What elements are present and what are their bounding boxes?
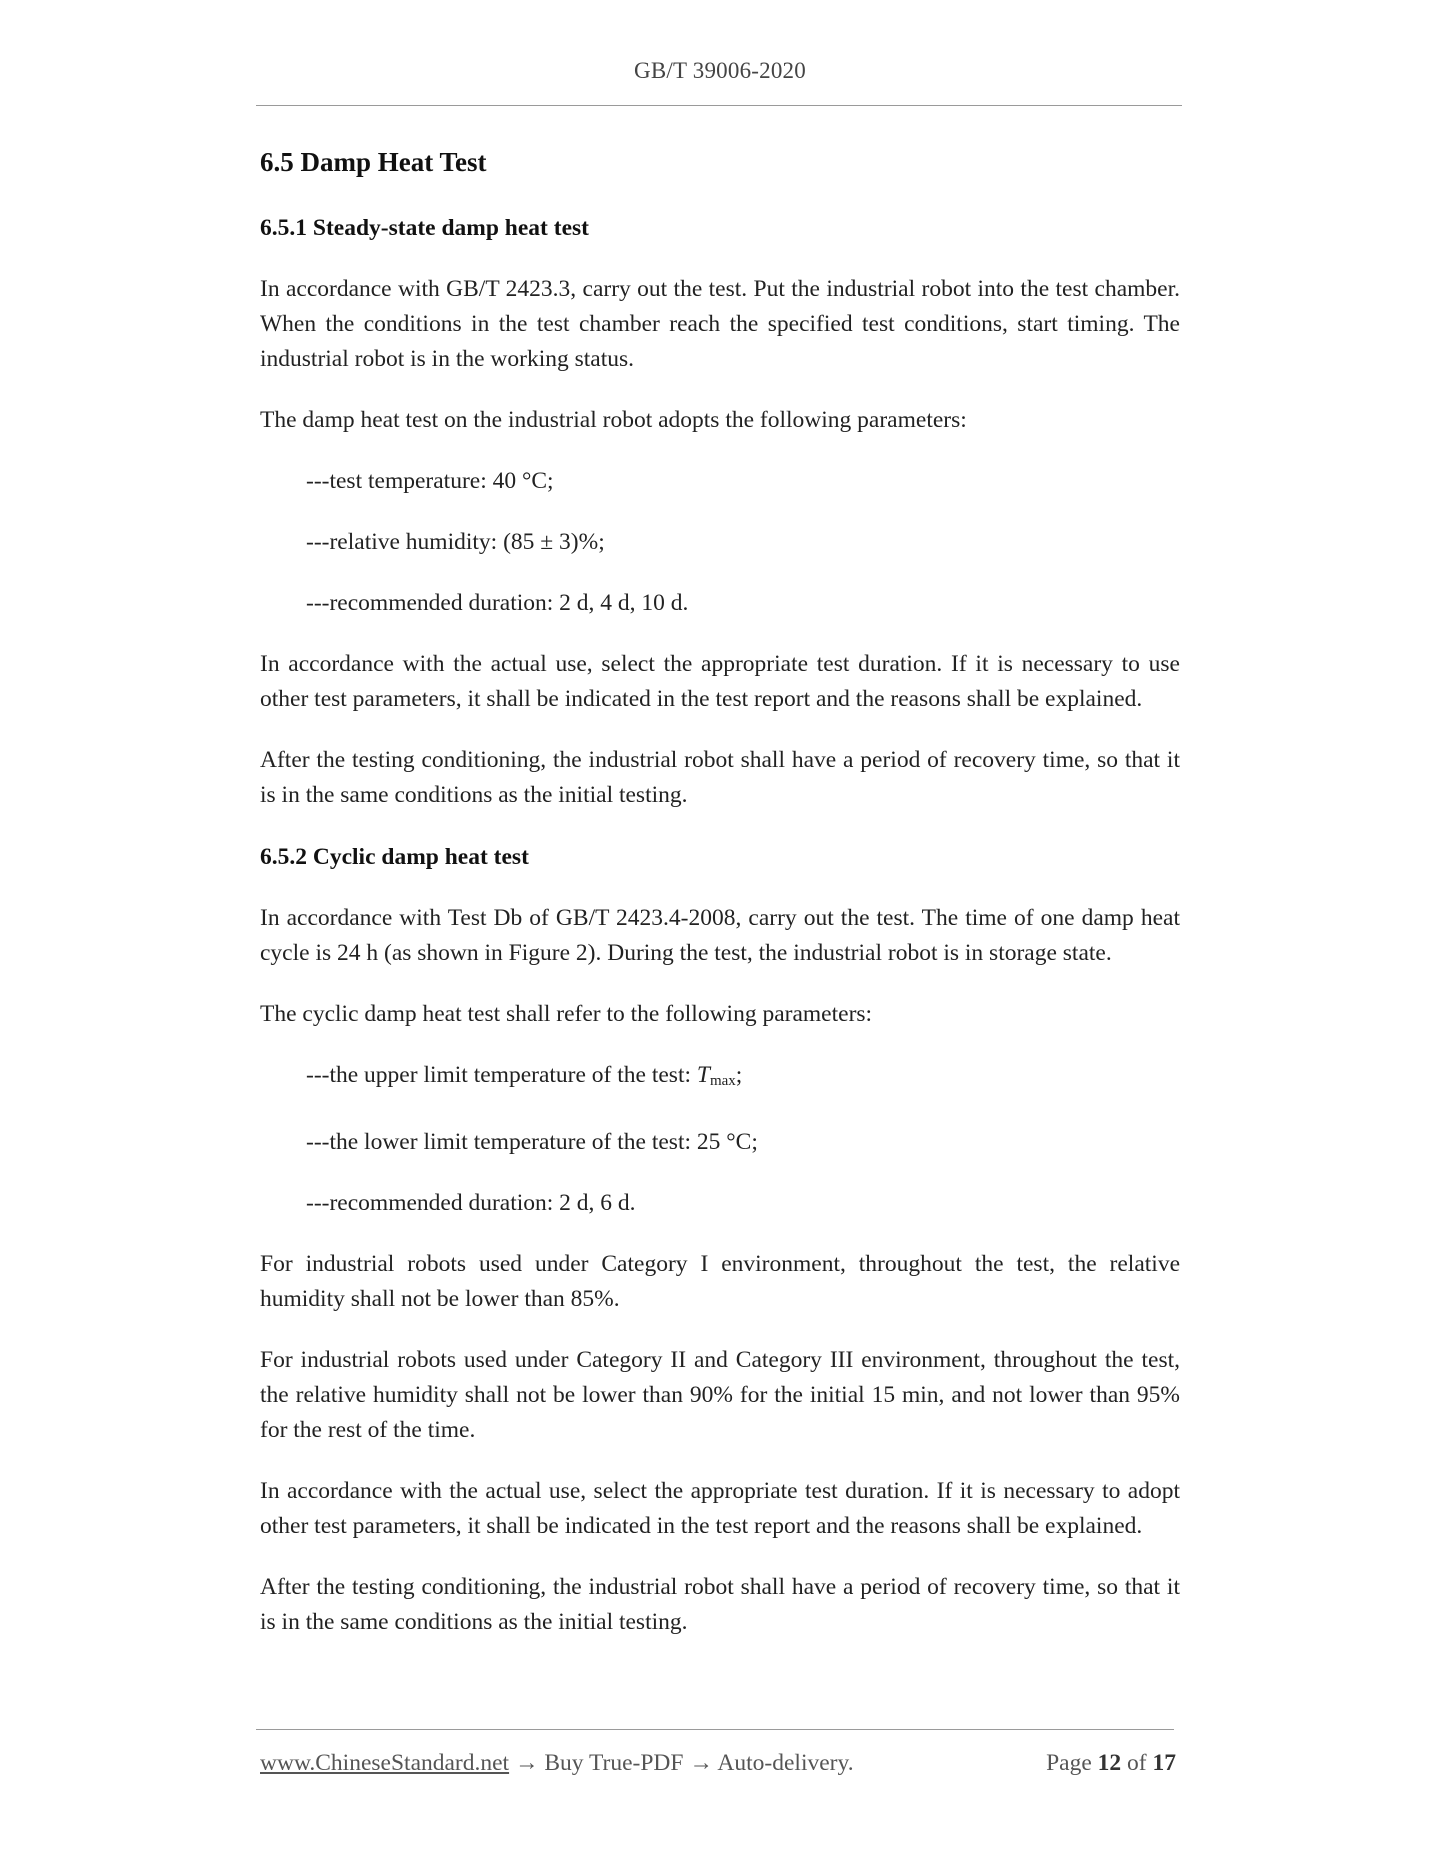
- page-header: GB/T 39006-2020: [634, 58, 806, 83]
- variable-subscript: max: [709, 1073, 736, 1089]
- page-number: [1046, 1750, 1176, 1777]
- paragraph: In accordance with GB/T 2423.3, carry out the test. Put the industrial robot into the test chamber. When the conditions in the test chamber reach the specified test conditions, start timing. The industrial robot is in the working status.: [260, 276, 1180, 372]
- header-divider: [256, 105, 1182, 106]
- footer-promo: [260, 1750, 854, 1777]
- item-text: ---the upper limit temperature of the test:: [306, 1062, 697, 1088]
- parameter-item: ---recommended duration: 2 d, 6 d.: [306, 1190, 636, 1216]
- paragraph: The cyclic damp heat test shall refer to the following parameters:: [260, 1001, 873, 1027]
- of-label: of: [1127, 1750, 1147, 1776]
- page-label: Page: [1046, 1750, 1092, 1776]
- paragraph: The damp heat test on the industrial robot adopts the following parameters:: [260, 407, 967, 433]
- parameter-item: ---relative humidity: (85 ± 3)%;: [306, 529, 605, 555]
- paragraph: For industrial robots used under Category II and Category III environment, throughout the test, the relative humidity shall not be lower than 90% for the initial 15 min, and not lower than 95% for the rest of the time.: [260, 1347, 1180, 1443]
- subsection-title-cyclic: 6.5.2 Cyclic damp heat test: [260, 844, 529, 870]
- parameter-item: ---recommended duration: 2 d, 4 d, 10 d.: [306, 590, 689, 616]
- paragraph: In accordance with the actual use, select the appropriate test duration. If it is necessary to use other test parameters, it shall be indicated in the test report and the reasons shall be explained.: [260, 651, 1180, 712]
- website-link[interactable]: www.ChineseStandard.net: [260, 1750, 510, 1776]
- subsection-title-steady-state: 6.5.1 Steady-state damp heat test: [260, 215, 589, 241]
- arrow-right-icon: →: [514, 1750, 539, 1776]
- footer-divider: [256, 1729, 1174, 1730]
- arrow-right-icon: →: [689, 1750, 713, 1776]
- paragraph: In accordance with Test Db of GB/T 2423.4-2008, carry out the test. The time of one damp heat cycle is 24 h (as shown in Figure 2). During the test, the industrial robot is in storage state.: [260, 905, 1180, 966]
- item-suffix: ;: [735, 1062, 743, 1088]
- parameter-item: ---the lower limit temperature of the test: 25 °C;: [306, 1129, 758, 1155]
- paragraph: For industrial robots used under Category I environment, throughout the test, the relative humidity shall not be lower than 85%.: [260, 1251, 1180, 1312]
- total-pages: 17: [1152, 1750, 1176, 1776]
- buy-pdf-text: Buy True-PDF: [544, 1750, 684, 1776]
- variable-symbol: T: [696, 1062, 710, 1088]
- paragraph: After the testing conditioning, the industrial robot shall have a period of recovery time, so that it is in the same conditions as the initial testing.: [260, 1574, 1180, 1635]
- auto-delivery-text: Auto-delivery.: [717, 1750, 854, 1776]
- parameter-item: [306, 1058, 1180, 1099]
- document-body: [260, 142, 1180, 1666]
- paragraph: After the testing conditioning, the industrial robot shall have a period of recovery time, so that it is in the same conditions as the initial testing.: [260, 747, 1180, 808]
- paragraph: In accordance with the actual use, select the appropriate test duration. If it is necessary to adopt other test parameters, it shall be indicated in the test report and the reasons shall be explained.: [260, 1478, 1180, 1539]
- parameter-item: ---test temperature: 40 °C;: [306, 468, 554, 494]
- section-title: 6.5 Damp Heat Test: [260, 147, 487, 177]
- current-page: 12: [1097, 1750, 1122, 1776]
